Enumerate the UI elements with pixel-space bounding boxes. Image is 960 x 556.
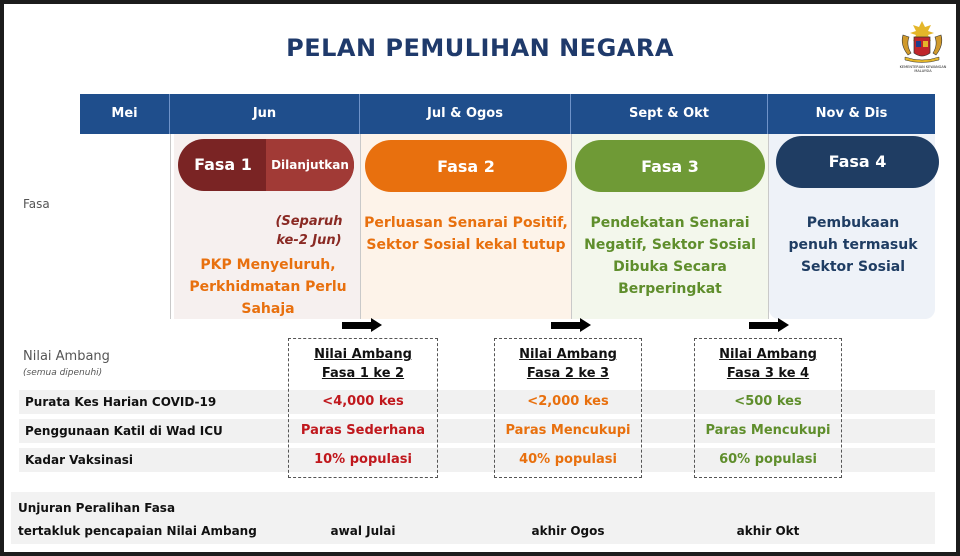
value-vaksinasi-3: 60% populasi	[719, 452, 817, 467]
fasa-1-desc	[178, 254, 358, 320]
threshold-header-line: Nilai Ambang	[314, 347, 412, 362]
value-vaksinasi-1: 10% populasi	[314, 452, 412, 467]
threshold-header-line: Nilai Ambang	[719, 347, 817, 362]
projection-subtitle: tertakluk pencapaian Nilai Ambang	[18, 524, 257, 538]
projection-date-3: akhir Okt	[736, 524, 800, 538]
threshold-header-2	[494, 345, 642, 383]
fasa-4-pill: Fasa 4	[776, 136, 939, 188]
fasa-3-desc-line: Dibuka Secara	[613, 259, 727, 275]
fasa-4-desc-line: Pembukaan	[806, 215, 900, 231]
arrow-right-icon	[342, 319, 382, 331]
fasa-2-desc	[364, 212, 568, 256]
fasa-1-extension: Dilanjutkan	[266, 139, 354, 191]
value-icu-1: Paras Sederhana	[300, 423, 426, 438]
projection-date-2: akhir Ogos	[531, 524, 605, 538]
fasa-1-pill	[178, 139, 354, 191]
fasa-3-pill: Fasa 3	[575, 140, 765, 192]
value-icu-3: Paras Mencukupi	[705, 423, 831, 438]
nilai-ambang-label: Nilai Ambang	[23, 349, 110, 364]
threshold-header-3	[694, 345, 842, 383]
month-jun: Jun	[170, 94, 360, 134]
row-label-vaksinasi: Kadar Vaksinasi	[25, 453, 134, 467]
value-kes-3: <500 kes	[734, 394, 802, 409]
fasa-2-desc-line: Perluasan Senarai Positif,	[364, 215, 568, 231]
month-nov-dis: Nov & Dis	[815, 106, 888, 121]
arrow-right-icon	[551, 319, 591, 331]
month-jul-ogos: Jul & Ogos	[360, 94, 571, 134]
threshold-header-line: Fasa 3 ke 4	[726, 366, 810, 381]
value-icu-2: Paras Mencukupi	[505, 423, 631, 438]
page-title: PELAN PEMULIHAN NEGARA	[286, 34, 674, 62]
slide	[4, 4, 956, 552]
projection-date-1: awal Julai	[330, 524, 396, 538]
fasa-3-desc-line: Pendekatan Senarai	[590, 215, 750, 231]
value-kes-1: <4,000 kes	[322, 394, 404, 409]
semua-dipenuhi-label: (semua dipenuhi)	[23, 368, 103, 378]
fasa-2-pill: Fasa 2	[365, 140, 567, 192]
fasa-3-desc	[575, 212, 765, 300]
fasa-1-note-line: ke-2 Jun)	[276, 233, 342, 248]
fasa-1-desc-line: Sahaja	[241, 301, 295, 317]
month-header	[80, 94, 935, 134]
value-vaksinasi-2: 40% populasi	[519, 452, 617, 467]
row-label-icu: Penggunaan Katil di Wad ICU	[25, 424, 223, 438]
month-sept-okt: Sept & Okt	[571, 94, 768, 134]
threshold-header-line: Fasa 1 ke 2	[321, 366, 405, 381]
fasa-1-name: Fasa 1	[194, 155, 252, 174]
fasa-1-desc-line: PKP Menyeluruh,	[200, 257, 336, 273]
arrow-right-icon	[749, 319, 789, 331]
threshold-header-1	[288, 345, 438, 383]
crest-caption: KEMENTERIAN KEWANGAN MALAYSIA	[899, 65, 947, 73]
threshold-header-line: Fasa 2 ke 3	[526, 366, 610, 381]
fasa-4-desc	[772, 212, 934, 278]
row-label-kes: Purata Kes Harian COVID-19	[25, 395, 217, 409]
fasa-1-note-line: (Separuh	[275, 214, 343, 229]
fasa-3-desc-line: Berperingkat	[618, 281, 722, 297]
projection-title: Unjuran Peralihan Fasa	[18, 501, 176, 515]
month-mei: Mei	[80, 94, 170, 134]
fasa-1-note	[254, 212, 364, 250]
fasa-4-desc-line: Sektor Sosial	[800, 259, 906, 275]
fasa-1-desc-line: Perkhidmatan Perlu	[189, 279, 347, 295]
value-kes-2: <2,000 kes	[527, 394, 609, 409]
fasa-4-desc-line: penuh termasuk	[788, 237, 918, 253]
fasa-3-desc-line: Negatif, Sektor Sosial	[584, 237, 756, 253]
fasa-2-desc-line: Sektor Sosial kekal tutup	[366, 237, 566, 253]
threshold-header-line: Nilai Ambang	[519, 347, 617, 362]
fasa-label: Fasa	[23, 197, 50, 211]
